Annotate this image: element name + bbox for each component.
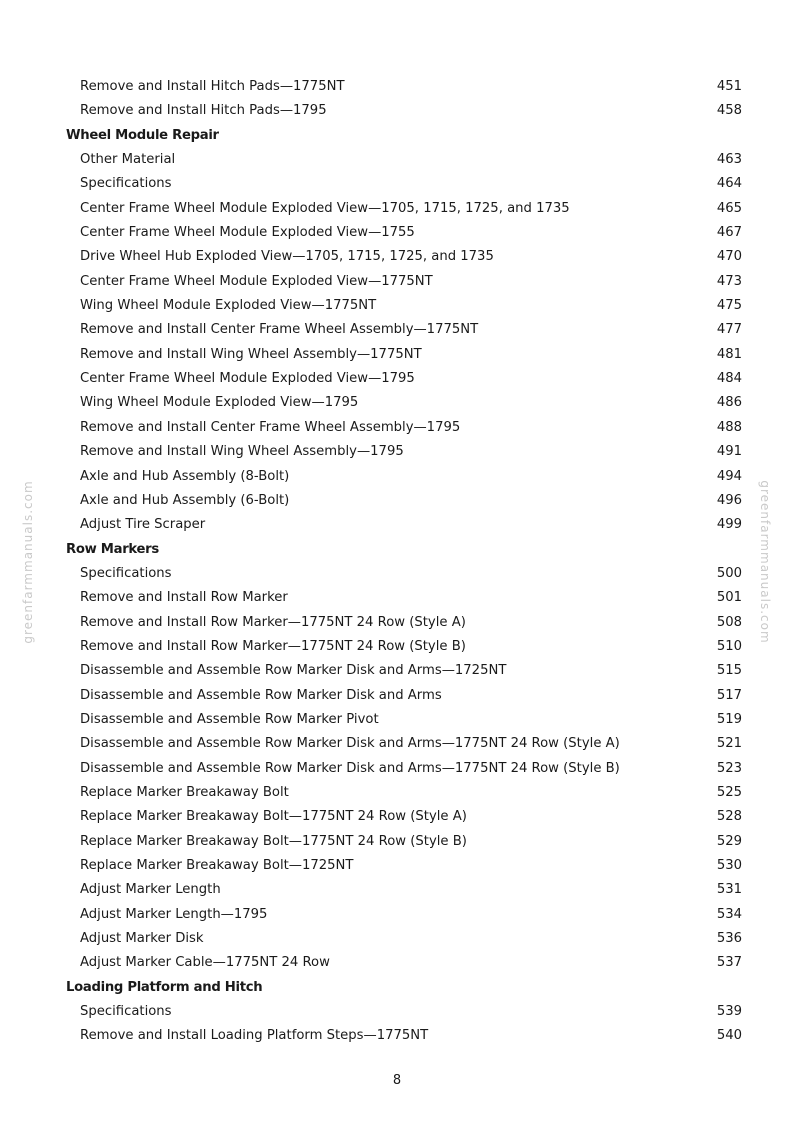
entry-page-number: 529 (716, 833, 742, 849)
entry-title: Adjust Marker Length (80, 882, 221, 898)
toc-entry[interactable] (0, 659, 794, 683)
entry-title: Specifications (80, 176, 172, 192)
entry-title: Axle and Hub Assembly (8-Bolt) (80, 468, 290, 484)
toc-entry[interactable] (0, 221, 794, 245)
entry-page-number: 470 (716, 249, 742, 265)
toc-entry[interactable] (0, 830, 794, 854)
toc-entry[interactable] (0, 1024, 794, 1048)
entry-page-number: 473 (716, 273, 742, 289)
entry-title: Remove and Install Center Frame Wheel Assembly—1775NT (80, 322, 479, 338)
entry-page-number: 496 (716, 492, 742, 508)
entry-title: Center Frame Wheel Module Exploded View—1795 (80, 371, 415, 387)
entry-title: Wing Wheel Module Exploded View—1795 (80, 395, 359, 411)
entry-page-number: 525 (716, 784, 742, 800)
entry-title: Replace Marker Breakaway Bolt—1725NT (80, 858, 354, 873)
entry-title: Remove and Install Wing Wheel Assembly—1775NT (80, 346, 422, 362)
toc-entry[interactable] (0, 172, 794, 196)
entry-page-number: 519 (716, 711, 742, 727)
toc-entry[interactable] (0, 684, 794, 708)
entry-title: Center Frame Wheel Module Exploded View—1705, 1715, 1725, and 1735 (80, 200, 570, 216)
toc-entry[interactable] (0, 1000, 794, 1024)
entry-page-number: 528 (716, 809, 742, 825)
entry-title: Other Material (80, 152, 176, 168)
toc-entry[interactable] (0, 343, 794, 367)
entry-page-number: 501 (716, 590, 742, 606)
entry-title: Disassemble and Assemble Row Marker Disk and Arms (80, 687, 442, 703)
watermark-right: greenfarmmanuals.com (758, 480, 772, 644)
entry-title: Remove and Install Wing Wheel Assembly—1795 (80, 444, 404, 460)
toc-entry[interactable] (0, 951, 794, 975)
entry-page-number: 458 (716, 103, 742, 119)
entry-page-number: 451 (716, 79, 742, 94)
page-number: 8 (392, 1073, 402, 1088)
entry-page-number: 477 (716, 322, 742, 338)
entry-page-number: 508 (716, 614, 742, 630)
toc-entry[interactable] (0, 586, 794, 610)
toc-section-heading (0, 538, 794, 562)
toc-entry[interactable] (0, 440, 794, 464)
entry-title: Remove and Install Loading Platform Steps—1775NT (80, 1028, 429, 1044)
entry-page-number: 481 (716, 346, 742, 362)
entry-page-number: 530 (716, 858, 742, 873)
toc-entry[interactable] (0, 635, 794, 659)
toc-entry[interactable] (0, 781, 794, 805)
toc-entry[interactable] (0, 465, 794, 489)
toc-entry[interactable] (0, 878, 794, 902)
entry-title: Disassemble and Assemble Row Marker Disk and Arms—1775NT 24 Row (Style B) (80, 760, 620, 776)
entry-page-number: 539 (716, 1004, 742, 1020)
entry-title: Remove and Install Row Marker—1775NT 24 Row (Style A) (80, 614, 466, 630)
entry-title: Replace Marker Breakaway Bolt (80, 784, 289, 800)
section-title: Loading Platform and Hitch (66, 979, 263, 995)
entry-page-number: 536 (716, 931, 742, 947)
toc-entry[interactable] (0, 757, 794, 781)
entry-title: Disassemble and Assemble Row Marker Pivot (80, 711, 379, 727)
toc-entry[interactable] (0, 148, 794, 172)
entry-page-number: 517 (716, 687, 742, 703)
entry-page-number: 537 (716, 955, 742, 971)
entry-title: Adjust Marker Disk (80, 931, 204, 947)
entry-title: Replace Marker Breakaway Bolt—1775NT 24 Row (Style B) (80, 833, 467, 849)
entry-title: Adjust Marker Length—1795 (80, 906, 268, 922)
entry-title: Remove and Install Row Marker—1775NT 24 Row (Style B) (80, 638, 466, 654)
entry-page-number: 484 (716, 371, 742, 387)
entry-title: Remove and Install Center Frame Wheel Assembly—1795 (80, 419, 461, 435)
entry-title: Adjust Tire Scraper (80, 517, 206, 533)
toc-entry[interactable] (0, 197, 794, 221)
toc-entry[interactable] (0, 294, 794, 318)
entry-title: Disassemble and Assemble Row Marker Disk and Arms—1775NT 24 Row (Style A) (80, 736, 620, 752)
entry-page-number: 475 (716, 298, 742, 314)
entry-page-number: 488 (716, 419, 742, 435)
entry-title: Center Frame Wheel Module Exploded View—1775NT (80, 273, 433, 289)
entry-page-number: 540 (716, 1028, 742, 1044)
watermark-left: greenfarmmanuals.com (21, 480, 35, 644)
entry-title: Axle and Hub Assembly (6-Bolt) (80, 492, 290, 508)
entry-page-number: 523 (716, 760, 742, 776)
toc-entry[interactable] (0, 903, 794, 927)
entry-title: Replace Marker Breakaway Bolt—1775NT 24 Row (Style A) (80, 809, 467, 825)
entry-title: Center Frame Wheel Module Exploded View—1755 (80, 225, 415, 241)
toc-entry[interactable] (0, 75, 794, 99)
entry-title: Disassemble and Assemble Row Marker Disk and Arms—1725NT (80, 663, 507, 679)
entry-title: Remove and Install Hitch Pads—1795 (80, 103, 327, 119)
toc-entry[interactable] (0, 367, 794, 391)
toc-entry[interactable] (0, 489, 794, 513)
entry-page-number: 534 (716, 906, 742, 922)
entry-title: Wing Wheel Module Exploded View—1775NT (80, 298, 377, 314)
section-title: Row Markers (66, 541, 159, 557)
section-title: Wheel Module Repair (66, 127, 219, 143)
entry-title: Remove and Install Row Marker (80, 590, 288, 606)
entry-page-number: 467 (716, 225, 742, 241)
toc-entry[interactable] (0, 99, 794, 123)
entry-page-number: 464 (716, 176, 742, 192)
toc-entry[interactable] (0, 854, 794, 878)
entry-page-number: 494 (716, 468, 742, 484)
toc-section-heading (0, 976, 794, 1000)
entry-title: Specifications (80, 1004, 172, 1020)
entry-title: Specifications (80, 565, 172, 581)
entry-page-number: 515 (716, 663, 742, 679)
toc-section-heading (0, 124, 794, 148)
entry-title: Drive Wheel Hub Exploded View—1705, 1715, 1725, and 1735 (80, 249, 494, 265)
toc-entry[interactable] (0, 245, 794, 269)
entry-page-number: 521 (716, 736, 742, 752)
entry-page-number: 463 (716, 152, 742, 168)
toc-entry[interactable] (0, 270, 794, 294)
toc-entry[interactable] (0, 732, 794, 756)
entry-title: Adjust Marker Cable—1775NT 24 Row (80, 955, 330, 971)
toc-entry[interactable] (0, 562, 794, 586)
entry-title: Remove and Install Hitch Pads—1775NT (80, 79, 345, 94)
toc-entry[interactable] (0, 513, 794, 537)
toc-entry[interactable] (0, 318, 794, 342)
toc-entry[interactable] (0, 805, 794, 829)
entry-page-number: 499 (716, 517, 742, 533)
entry-page-number: 465 (716, 200, 742, 216)
table-of-contents (0, 75, 794, 1049)
entry-page-number: 510 (716, 638, 742, 654)
entry-page-number: 531 (716, 882, 742, 898)
toc-entry[interactable] (0, 391, 794, 415)
entry-page-number: 491 (716, 444, 742, 460)
toc-entry[interactable] (0, 708, 794, 732)
entry-page-number: 500 (716, 565, 742, 581)
entry-page-number: 486 (716, 395, 742, 411)
toc-entry[interactable] (0, 927, 794, 951)
toc-entry[interactable] (0, 611, 794, 635)
toc-entry[interactable] (0, 416, 794, 440)
